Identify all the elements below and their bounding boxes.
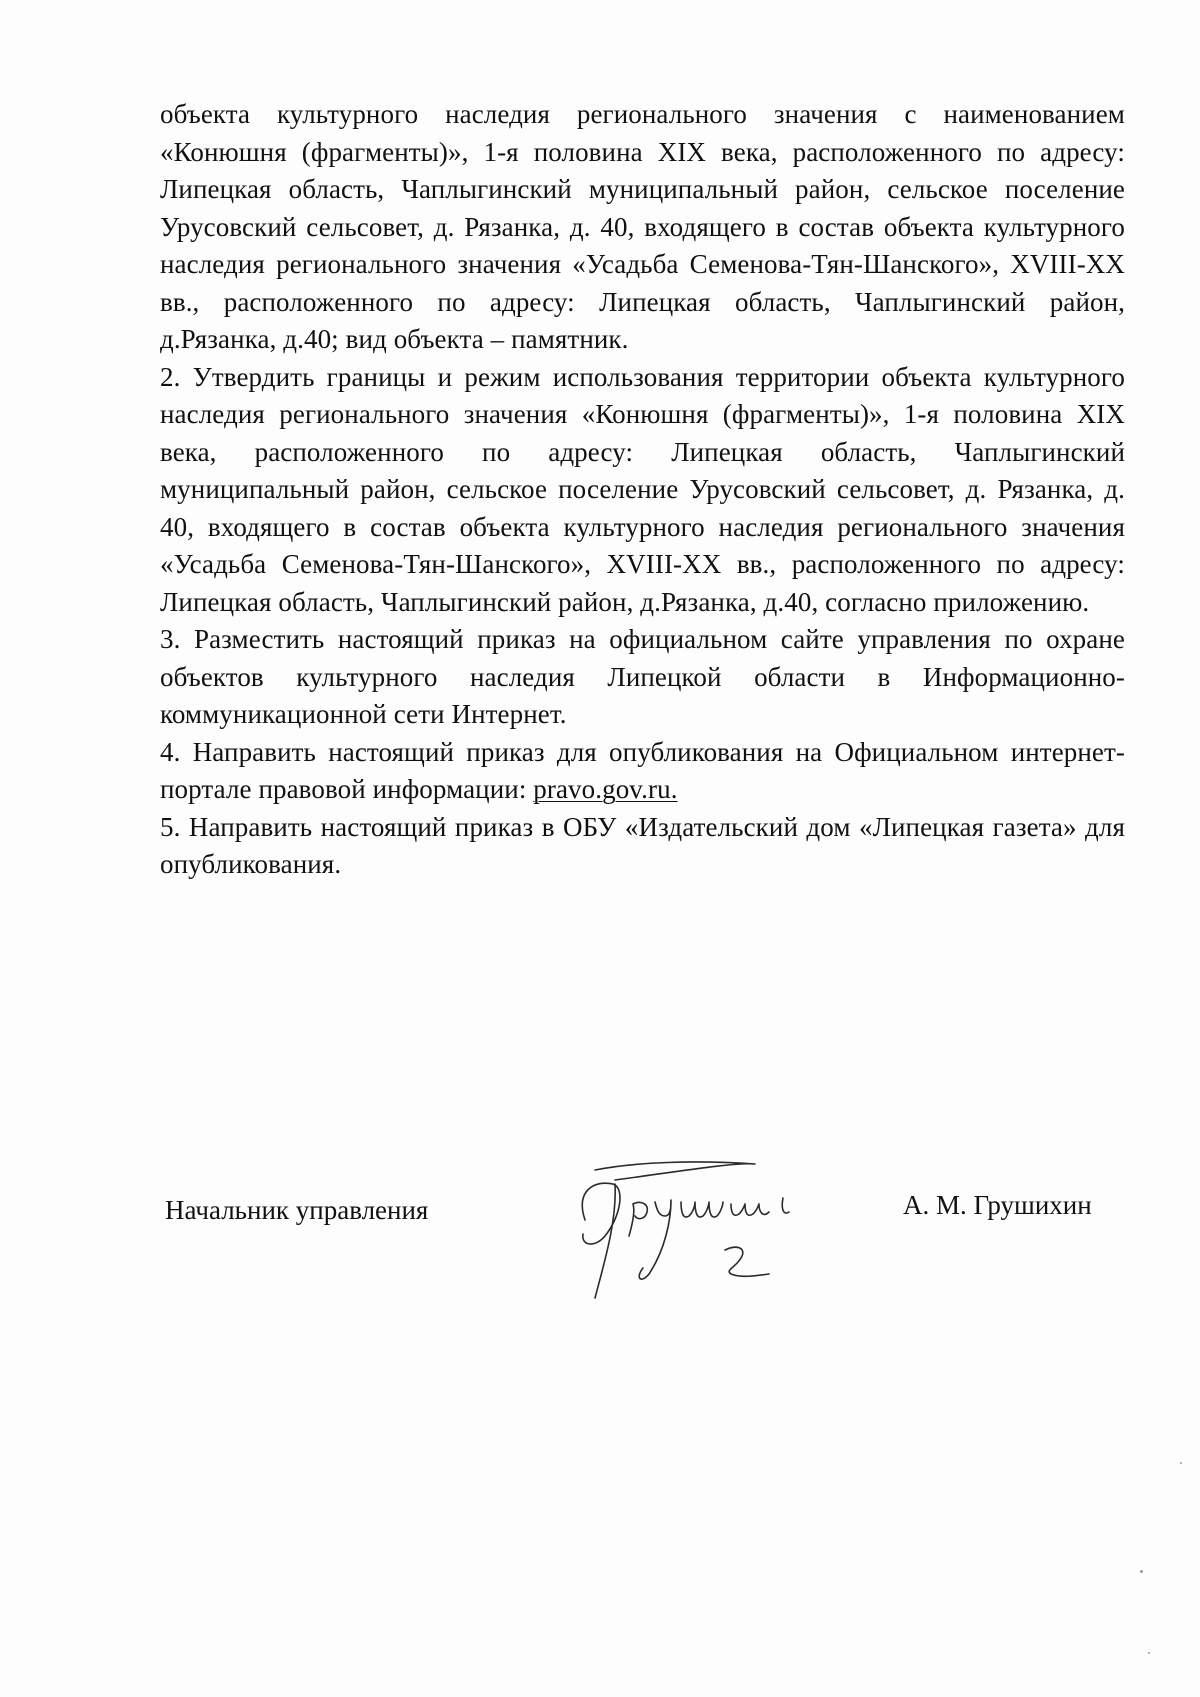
paragraph-object-description bbox=[160, 96, 1125, 359]
pravo-link[interactable]: pravo.gov.ru. bbox=[533, 774, 678, 804]
handwritten-signature bbox=[555, 1150, 835, 1300]
paragraph-text: объекта культурного наследия регионального значения с наименованием «Конюшня (фрагменты)», 1-я половина XIX века, расположенного по адресу: Липецкая область, Чаплыгинский муниципальный район, сельское поселение Урусовский сельсовет, д. Рязанка, д. 40, входящего в состав объекта культурного наследия регионального значения «Усадьба Семенова-Тян-Шанского», XVIII-XX вв., расположенного по адресу: Липецкая область, Чаплыгинский район, д.Рязанка, д.40; вид объекта – памятник. bbox=[160, 99, 1125, 354]
paragraph-item-5 bbox=[160, 809, 1125, 884]
scan-speck bbox=[1140, 1570, 1143, 1573]
document-body bbox=[160, 96, 1125, 884]
paragraph-text: 3. Разместить настоящий приказ на официальном сайте управления по охране объектов культурного наследия Липецкой области в Информационно-коммуникационной сети Интернет. bbox=[160, 624, 1125, 729]
signer-name: А. М. Грушихин bbox=[903, 1190, 1092, 1220]
signer-position: Начальник управления bbox=[165, 1195, 429, 1225]
paragraph-text: 2. Утвердить границы и режим использования территории объекта культурного наследия регионального значения «Конюшня (фрагменты)», 1-я половина XIX века, расположенного по адресу: Липецкая область, Чаплыгинский муниципальный район, сельское поселение Урусовский сельсовет, д. Рязанка, д. 40, входящего в состав объекта культурного наследия регионального значения «Усадьба Семенова-Тян-Шанского», XVIII-XX вв., расположенного по адресу: Липецкая область, Чаплыгинский район, д.Рязанка, д.40, согласно приложению. bbox=[160, 361, 1125, 617]
paragraph-item-4 bbox=[160, 734, 1125, 809]
paragraph-text: 4. Направить настоящий приказ для опубликования на Официальном интернет-портале правовой информации: bbox=[160, 736, 1125, 804]
paragraph-item-3 bbox=[160, 621, 1125, 734]
paragraph-item-2 bbox=[160, 359, 1125, 622]
paragraph-text: 5. Направить настоящий приказ в ОБУ «Издательский дом «Липецкая газета» для опубликования. bbox=[160, 811, 1125, 879]
scan-speck bbox=[1180, 1462, 1182, 1464]
scan-speck bbox=[1148, 1652, 1150, 1654]
